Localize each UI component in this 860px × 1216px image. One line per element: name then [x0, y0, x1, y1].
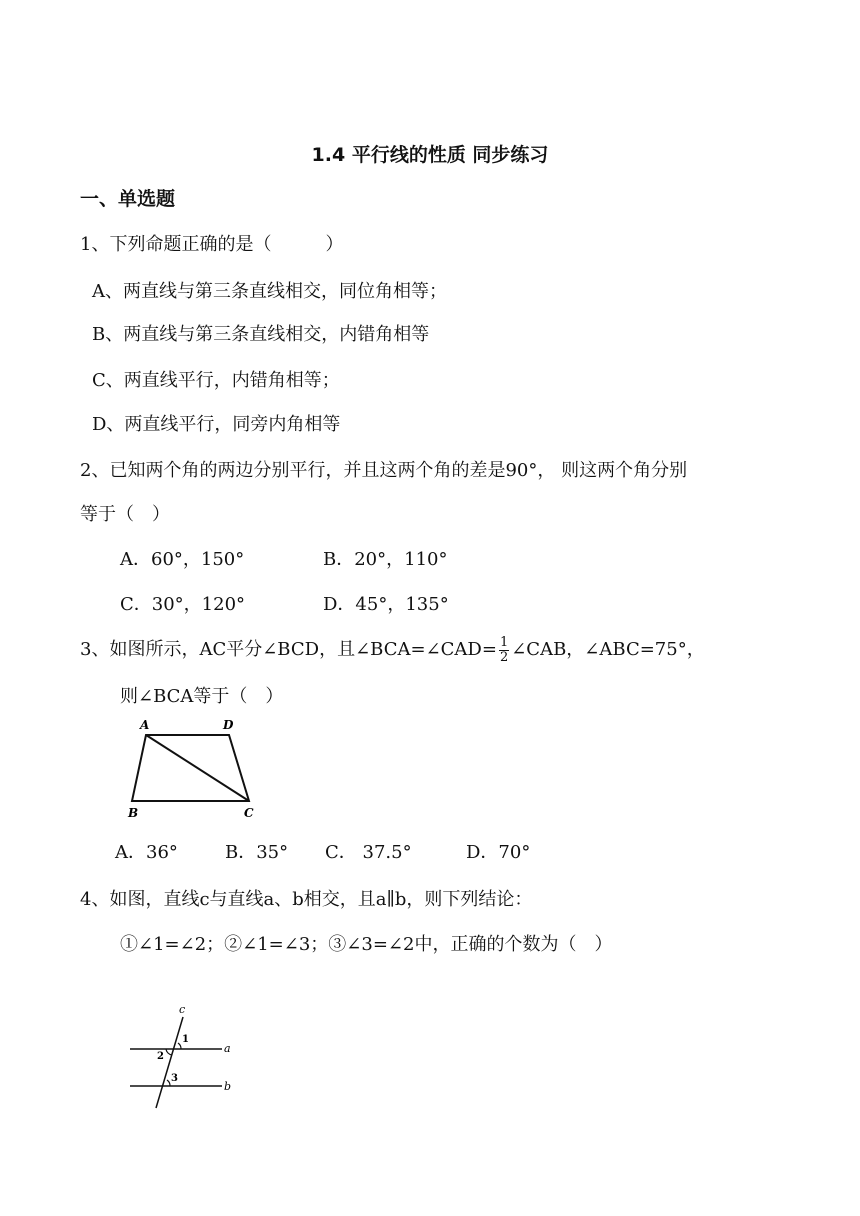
fraction — [499, 636, 509, 665]
q2-stem-line2: 等于（ ） — [80, 504, 170, 525]
label-a: a — [224, 1042, 231, 1055]
label-b: B — [128, 806, 139, 820]
q2-option-d: D．45°，135° — [323, 594, 449, 615]
page-title: 1.4 平行线的性质 同步练习 — [311, 144, 549, 166]
label-a: A — [140, 718, 150, 732]
q1-option-d: D、两直线平行，同旁内角相等 — [92, 414, 341, 435]
q3-stem-part-a: 3、如图所示，AC平分∠BCD，且∠BCA=∠CAD= — [80, 639, 497, 660]
label-c: C — [244, 806, 254, 820]
q3-stem-line1 — [80, 635, 705, 665]
q4-stem-line1: 4、如图，直线c与直线a、b相交，且a∥b，则下列结论： — [80, 889, 533, 910]
angle-1-arc — [178, 1043, 181, 1049]
q1-option-c: C、两直线平行，内错角相等； — [92, 370, 340, 391]
q3-stem-part-b: ∠CAB，∠ABC=75°， — [511, 639, 705, 660]
q2-option-a: A．60°，150° — [120, 549, 245, 570]
fraction-numerator: 1 — [499, 634, 509, 650]
q3-option-b: B．35° — [225, 842, 289, 863]
label-angle-1: 1 — [182, 1034, 189, 1045]
line-c — [156, 1017, 183, 1108]
trapezoid-figure — [118, 714, 268, 824]
section-heading: 一、单选题 — [80, 188, 176, 210]
diagonal-ac — [146, 735, 249, 801]
trapezoid-outline — [132, 735, 249, 801]
q4-stem-line2: ①∠1=∠2；②∠1=∠3；③∠3=∠2中，正确的个数为（ ） — [120, 934, 613, 955]
q2-option-c: C．30°，120° — [120, 594, 246, 615]
label-c: c — [179, 1005, 186, 1016]
q1-stem: 1、下列命题正确的是（ ） — [80, 234, 344, 255]
q1-option-b: B、两直线与第三条直线相交，内错角相等 — [92, 324, 430, 345]
q3-option-d: D．70° — [466, 842, 531, 863]
fraction-denominator: 2 — [499, 649, 509, 665]
label-d: D — [223, 718, 234, 732]
label-b: b — [224, 1080, 232, 1093]
parallel-lines-figure — [125, 1005, 250, 1115]
angle-3-arc — [167, 1080, 170, 1086]
q3-option-a: A．36° — [115, 842, 178, 863]
angle-2-arc — [166, 1049, 172, 1055]
q2-option-b: B．20°，110° — [323, 549, 448, 570]
q3-stem-line2: 则∠BCA等于（ ） — [120, 686, 284, 707]
q2-stem-line1: 2、已知两个角的两边分别平行，并且这两个角的差是90°， 则这两个角分别 — [80, 460, 688, 481]
label-angle-3: 3 — [171, 1073, 178, 1084]
q1-option-a: A、两直线与第三条直线相交，同位角相等； — [92, 281, 447, 302]
label-angle-2: 2 — [157, 1051, 164, 1062]
q3-option-c: C． 37.5° — [325, 842, 412, 863]
